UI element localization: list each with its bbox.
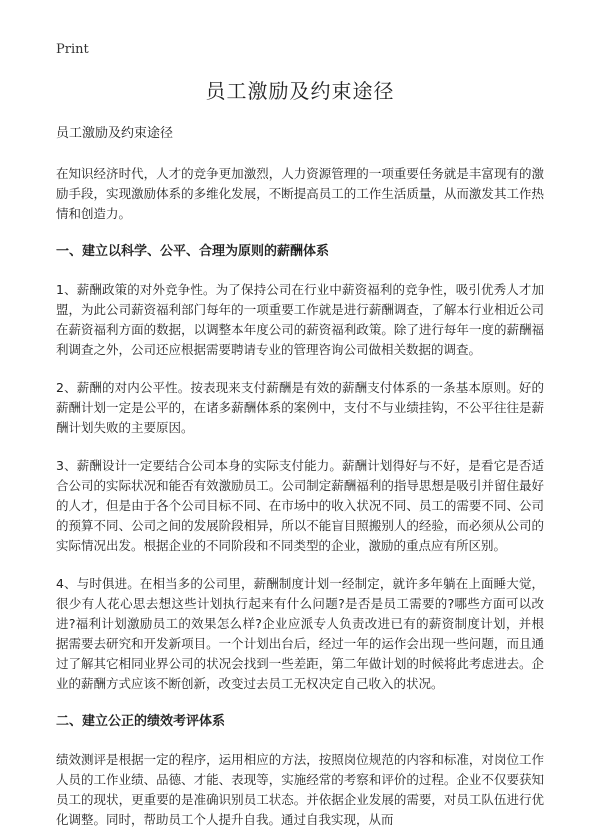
print-link[interactable]: Print: [56, 42, 89, 57]
section-heading: 二、建立公正的绩效考评体系: [56, 714, 226, 729]
intro-paragraph: 在知识经济时代，人才的竞争更加激烈，人力资源管理的一项重要任务就是丰富现有的激励手段，实现激励体系的多维化发展，不断提高员工的工作生活质量，从而激发其工作热情和创造力。: [56, 166, 544, 221]
paragraph: 4、与时俱进。在相当多的公司里，薪酬制度计划一经制定，就许多年躺在上面睡大觉，很少有人花心思去想这些计划执行起来有什么问题?是否是员工需要的?哪些方面可以改进?福利计划激励员工的效果怎么样?企业应派专人负责改进已有的薪资制度计划，并根据需要去研究和开发新项目。一个计划出台后，经过一年的运作会出现一些问题，而且通过了解其它相同业界公司的状况会找到一些差距，第二年做计划的时候将此考虑进去。企业的薪酬方式应该不断创新，改变过去员工无权决定自己收入的状况。: [56, 576, 544, 691]
page-title: 员工激励及约束途径: [205, 79, 395, 103]
paragraph: 绩效测评是根据一定的程序，运用相应的方法，按照岗位规范的内容和标准，对岗位工作人员的工作业绩、品德、才能、表现等，实施经常的考察和评价的过程。企业不仅要获知员工的现状，更重要的是准确识别员工状态。并依据企业发展的需要，对员工队伍进行优化调整。同时，帮助员工个人提升自我。通过自我实现，从而: [56, 752, 544, 827]
section-performance-system: [56, 712, 544, 830]
paragraph: 2、薪酬的对内公平性。按表现来支付薪酬是有效的薪酬支付体系的一条基本原则。好的薪酬计划一定是公平的，在诸多薪酬体系的案例中，支付不与业绩挂钩，不公平往往是薪酬计划失败的主要原因。: [56, 380, 544, 435]
paragraph: 1、薪酬政策的对外竞争性。为了保持公司在行业中薪资福利的竞争性，吸引优秀人才加盟，为此公司薪资福利部门每年的一项重要工作就是进行薪酬调查，了解本行业相近公司在薪资福利方面的数据，以调整本年度公司的薪资福利政策。除了进行每年一度的薪酬福利调查之外，公司还应根据需要聘请专业的管理咨询公司做相关数据的调查。: [56, 282, 544, 357]
paragraph: 3、薪酬设计一定要结合公司本身的实际支付能力。薪酬计划得好与不好，是看它是否适合公司的实际状况和能否有效激励员工。公司制定薪酬福利的指导思想是吸引并留住最好的人才，但是由于各个公司目标不同、在市场中的收入状况不同、员工的需要不同、公司的预算不同、公司之间的发展阶段相异，所以不能盲目照搬别人的经验，而必须从公司的实际情况出发。根据企业的不同阶段和不同类型的企业，激励的重点应有所区别。: [56, 458, 544, 553]
section-salary-system: [56, 242, 544, 694]
document-subtitle: 员工激励及约束途径: [56, 126, 174, 141]
section-heading: 一、建立以科学、公平、合理为原则的薪酬体系: [56, 244, 330, 259]
